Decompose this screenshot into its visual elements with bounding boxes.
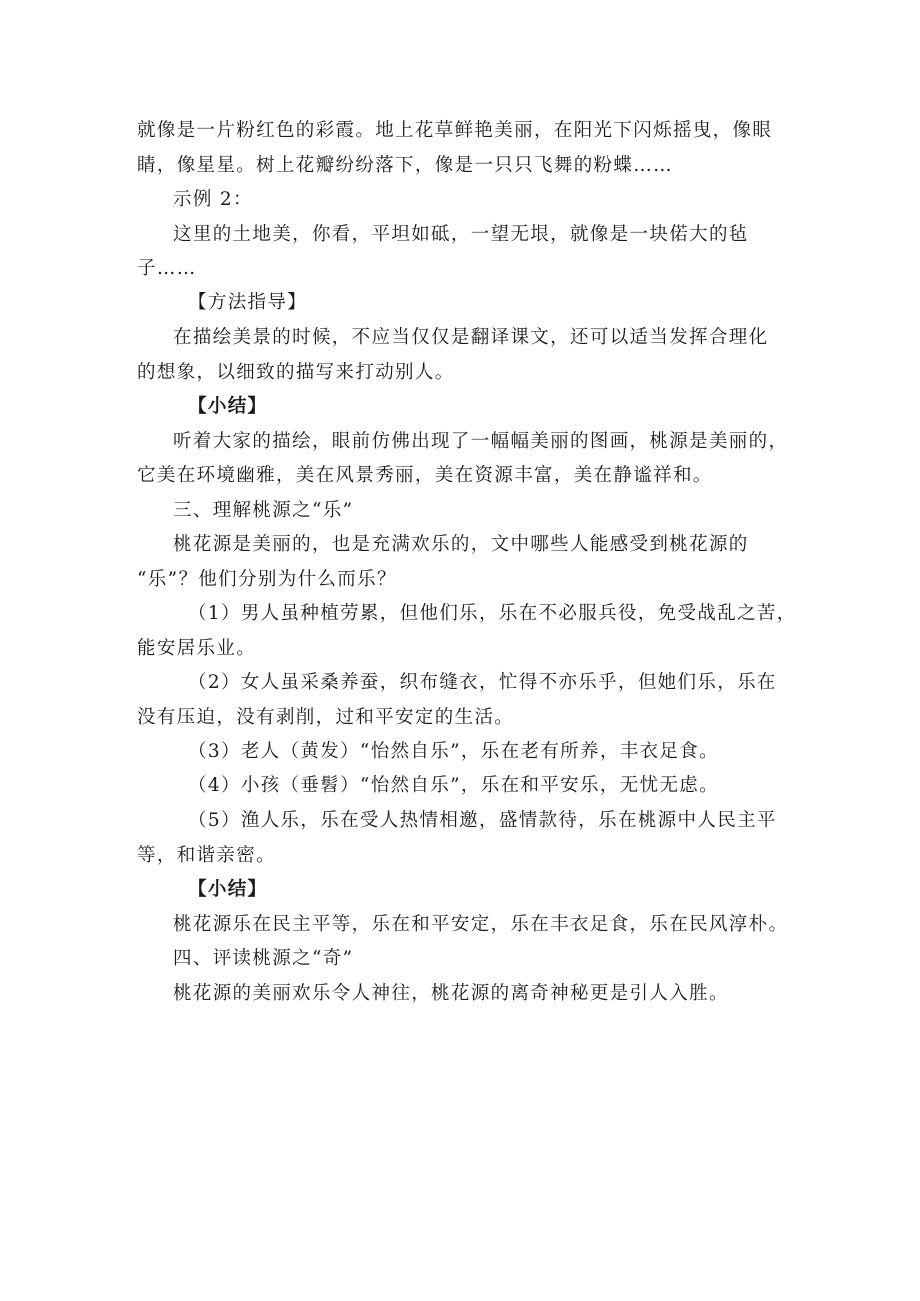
paragraph-line: 桃花源是美丽的，也是充满欢乐的，文中哪些人能感受到桃花源的 [173,534,749,555]
list-item: （2）女人虽采桑养蚕，织布缝衣，忙得不亦乐乎，但她们乐，乐在 [188,672,777,693]
list-item-continuation: 等，和谐亲密。 [137,845,276,866]
list-item: （1）男人虽种植劳累，但他们乐，乐在不必服兵役，免受战乱之苦， [188,603,797,624]
section-title: 四、评读桃源之“奇” [173,948,354,969]
paragraph-line: 在描绘美景的时候，不应当仅仅是翻译课文，还可以适当发挥合理化 [173,327,769,348]
paragraph-line: 桃花源乐在民主平等，乐在和平安定，乐在丰衣足食，乐在民风淳朴。 [173,914,789,935]
list-item: （5）渔人乐，乐在受人热情相邀，盛情款待，乐在桃源中人民主平 [188,810,777,831]
paragraph-line: 听着大家的描绘，眼前仿佛出现了一幅幅美丽的图画，桃源是美丽的， [173,431,789,452]
list-item: （3）老人（黄发）“怡然自乐”，乐在老有所养，丰衣足食。 [188,741,719,762]
paragraph-line: 桃花源的美丽欢乐令人神往，桃花源的离奇神秘更是引人入胜。 [173,983,729,1004]
list-item: （4）小孩（垂髫）“怡然自乐”，乐在和平安乐，无忧无虑。 [188,775,719,796]
section-heading-summary: 【小结】 [188,396,268,417]
section-title: 三、理解桃源之“乐” [173,500,354,521]
paragraph-line: 就像是一片粉红色的彩霞。地上花草鲜艳美丽，在阳光下闪烁摇曳，像眼 [137,120,773,141]
paragraph-line: 它美在环境幽雅，美在风景秀丽，美在资源丰富，美在静谧祥和。 [137,465,713,486]
section-heading-method: 【方法指导】 [188,292,308,313]
list-item-continuation: 没有压迫，没有剥削，过和平安定的生活。 [137,707,515,728]
list-item-continuation: 能安居乐业。 [137,638,257,659]
paragraph-line: 睛，像星星。树上花瓣纷纷落下，像是一只只飞舞的粉蝶…… [137,155,673,176]
section-heading-summary: 【小结】 [188,879,268,900]
paragraph-line: “乐”？他们分别为什么而乐？ [137,569,397,590]
paragraph-line: 这里的土地美，你看，平坦如砥，一望无垠，就像是一块偌大的毡 [173,224,749,245]
paragraph-line: 的想象，以细致的描写来打动别人。 [137,362,455,383]
example-heading: 示例 2： [173,189,253,210]
paragraph-line: 子…… [137,258,197,279]
